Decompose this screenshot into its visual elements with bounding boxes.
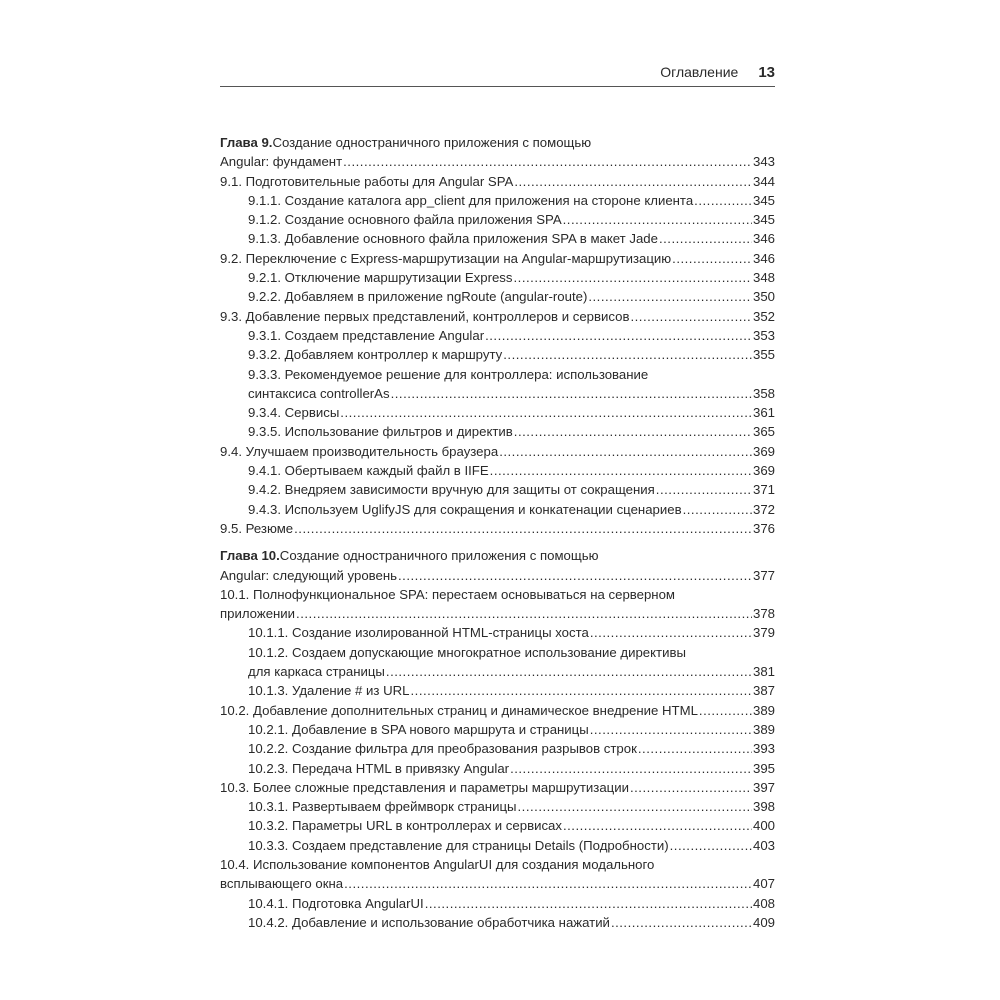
page-ref: 365 [752,424,775,440]
toc-entry-title: 9.1. Подготовительные работы для Angular SPA [220,173,514,189]
toc-entry[interactable] [220,662,775,681]
page-ref: 393 [752,741,775,757]
toc-entry[interactable] [220,913,775,932]
toc-entry[interactable] [220,422,775,441]
dot-leader [510,759,752,778]
page-ref: 378 [752,606,775,622]
toc-entry[interactable] [220,894,775,913]
dot-leader [490,461,752,480]
toc-entry-title: 9.3.3. Рекомендуемое решение для контроллера: использование [248,366,649,382]
chapter-label: Глава 9. [220,135,273,150]
toc-entry-title: 10.2.3. Передача HTML в привязку Angular [248,760,510,776]
toc-entry-title: 9.1.2. Создание основного файла приложения SPA [248,212,562,228]
toc-entry-title: 9.2. Переключение с Express-маршрутизации на Angular-маршрутизацию [220,250,672,266]
toc-entry[interactable] [220,797,775,816]
chapter-title-cont: Angular: следующий уровень [220,567,398,583]
dot-leader [340,403,752,422]
dot-leader [411,681,752,700]
toc-entry-title: 9.2.2. Добавляем в приложение ngRoute (angular-route) [248,289,588,305]
toc-entry[interactable] [220,403,775,422]
chapter-entry[interactable] [220,152,775,171]
toc-entry-title: 10.1. Полнофункциональное SPA: перестаем основываться на серверном [220,586,675,602]
page-ref: 398 [752,799,775,815]
toc-entry-title: 9.3.5. Использование фильтров и директив [248,424,513,440]
toc-entry-title: 10.1.3. Удаление # из URL [248,683,410,699]
toc-entry[interactable] [220,326,775,345]
page-ref: 352 [752,308,775,324]
chapter-title: Создание одностраничного приложения с помощью [279,548,599,564]
toc-entry-title: всплывающего окна [220,876,344,892]
toc-entry-title: 10.4.1. Подготовка AngularUI [248,895,424,911]
toc-entry[interactable] [220,701,775,720]
dot-leader [398,566,752,585]
toc-entry[interactable] [220,759,775,778]
toc-entry[interactable] [220,461,775,480]
dot-leader [343,152,752,171]
toc-entry-title: 10.2.1. Добавление в SPA нового маршрута и страницы [248,721,589,737]
toc-entry-title: 9.3.4. Сервисы [248,405,340,421]
page-ref: 387 [752,683,775,699]
page-ref: 358 [752,385,775,401]
page-ref: 372 [752,501,775,517]
toc-entry[interactable] [220,681,775,700]
page-ref: 355 [752,347,775,363]
dot-leader [499,442,752,461]
toc-entry-title: для каркаса страницы [248,664,385,680]
page-ref: 348 [752,270,775,286]
dot-leader [563,816,752,835]
page-ref: 409 [752,914,775,930]
toc-entry[interactable] [220,229,775,248]
page-ref: 407 [752,876,775,892]
dot-leader [425,894,752,913]
toc-entry-line [220,643,775,662]
page-ref: 376 [752,520,775,536]
toc-entry[interactable] [220,268,775,287]
page-ref: 345 [752,192,775,208]
toc-entry-title: 9.1.1. Создание каталога app_client для приложения на стороне клиента [248,192,694,208]
toc-entry[interactable] [220,739,775,758]
toc-entry-title: 10.3.1. Развертываем фреймворк страницы [248,799,517,815]
page-ref: 343 [752,154,775,170]
toc-entry[interactable] [220,307,775,326]
dot-leader [294,519,752,538]
toc-entry-title: 9.4.3. Используем UglifyJS для сокращения и конкатенации сценариев [248,501,682,517]
page-ref: 395 [752,760,775,776]
toc-entry-title: 10.3.3. Создаем представление для страницы Details (Подробности) [248,837,669,853]
page-ref: 346 [752,250,775,266]
running-header [220,64,775,87]
page-ref: 361 [752,405,775,421]
dot-leader [590,623,752,642]
toc-entry-title: 9.3. Добавление первых представлений, контроллеров и сервисов [220,308,630,324]
page-ref: 400 [752,818,775,834]
toc-entry-title: 10.1.1. Создание изолированной HTML-страницы хоста [248,625,589,641]
dot-leader [503,345,752,364]
dot-leader [699,701,752,720]
dot-leader [514,422,752,441]
chapter-label: Глава 10. [220,548,280,564]
dot-leader [391,384,752,403]
dot-leader [659,229,752,248]
dot-leader [514,268,752,287]
toc-entry-title: 10.2.2. Создание фильтра для преобразования разрывов строк [248,741,637,757]
toc-entry-title: приложении [220,606,296,622]
toc-entry-title: 10.4. Использование компонентов AngularUI для создания модального [220,856,655,872]
dot-leader [518,797,752,816]
toc-entry-title: 9.4.1. Обертываем каждый файл в IIFE [248,463,489,479]
toc-entry-line [220,855,775,874]
toc-entry-title: 10.3.2. Параметры URL в контроллерах и сервисах [248,818,562,834]
page-ref: 389 [752,702,775,718]
chapter-section [220,546,775,932]
toc-entry[interactable] [220,778,775,797]
page-ref: 379 [752,625,775,641]
page-ref: 389 [752,721,775,737]
dot-leader [588,287,752,306]
toc-entry[interactable] [220,345,775,364]
page-ref: 350 [752,289,775,305]
page-ref: 371 [752,482,775,498]
dot-leader [656,480,752,499]
table-of-contents [220,133,775,940]
dot-leader [514,172,752,191]
toc-entry[interactable] [220,249,775,268]
toc-entry[interactable] [220,172,775,191]
chapter-title: Создание одностраничного приложения с помощью [272,135,592,150]
toc-entry-title: 9.3.2. Добавляем контроллер к маршруту [248,347,503,363]
dot-leader [611,913,752,932]
toc-entry-title: 9.1.3. Добавление основного файла приложения SPA в макет Jade [248,231,658,247]
toc-entry[interactable] [220,287,775,306]
dot-leader [630,778,752,797]
toc-entry-line [220,585,775,604]
page-ref: 369 [752,443,775,459]
toc-entry-title: синтаксиса controllerAs [248,385,390,401]
dot-leader [344,874,752,893]
toc-entry-title: 9.3.1. Создаем представление Angular [248,327,485,343]
chapter-section [220,133,775,538]
page-ref: 345 [752,212,775,228]
toc-entry-title: 9.4.2. Внедряем зависимости вручную для защиты от сокращения [248,482,655,498]
page-ref: 397 [752,779,775,795]
toc-entry-title: 10.4.2. Добавление и использование обработчика нажатий [248,914,610,930]
page-number: 13 [758,64,775,81]
toc-entry-title: 10.1.2. Создаем допускающие многократное использование директивы [248,644,686,660]
dot-leader [694,191,752,210]
toc-entry[interactable] [220,210,775,229]
toc-entry[interactable] [220,442,775,461]
page-ref: 344 [752,173,775,189]
page-ref: 369 [752,463,775,479]
toc-entry-title: 10.3. Более сложные представления и параметры маршрутизации [220,779,629,795]
toc-entry-title: 9.2.1. Отключение маршрутизации Express [248,270,513,286]
page-ref: 353 [752,327,775,343]
page-ref: 381 [752,664,775,680]
toc-entry[interactable] [220,480,775,499]
running-header-title: Оглавление [660,64,739,80]
dot-leader [590,720,752,739]
toc-entry[interactable] [220,500,775,519]
toc-entry[interactable] [220,623,775,642]
dot-leader [672,249,752,268]
toc-entry-title: 9.5. Резюме [220,520,294,536]
page-ref: 346 [752,231,775,247]
chapter-entry[interactable] [220,566,775,585]
dot-leader [670,836,752,855]
toc-entry[interactable] [220,874,775,893]
toc-entry[interactable] [220,384,775,403]
chapter-title-cont: Angular: фундамент [220,154,343,170]
toc-entry-title: 9.4. Улучшаем производительность браузера [220,443,499,459]
toc-entry[interactable] [220,836,775,855]
toc-entry[interactable] [220,604,775,623]
toc-entry[interactable] [220,720,775,739]
page-ref: 408 [752,895,775,911]
dot-leader [485,326,752,345]
dot-leader [638,739,752,758]
dot-leader [683,500,752,519]
dot-leader [630,307,752,326]
chapter-heading-line [220,133,775,152]
toc-entry-title: 10.2. Добавление дополнительных страниц и динамическое внедрение HTML [220,702,698,718]
dot-leader [386,662,752,681]
chapter-heading-line [220,546,775,565]
toc-entry[interactable] [220,191,775,210]
toc-entry-line [220,365,775,384]
dot-leader [296,604,752,623]
toc-entry[interactable] [220,519,775,538]
toc-entry[interactable] [220,816,775,835]
page-ref: 377 [752,567,775,583]
page-ref: 403 [752,837,775,853]
dot-leader [563,210,752,229]
